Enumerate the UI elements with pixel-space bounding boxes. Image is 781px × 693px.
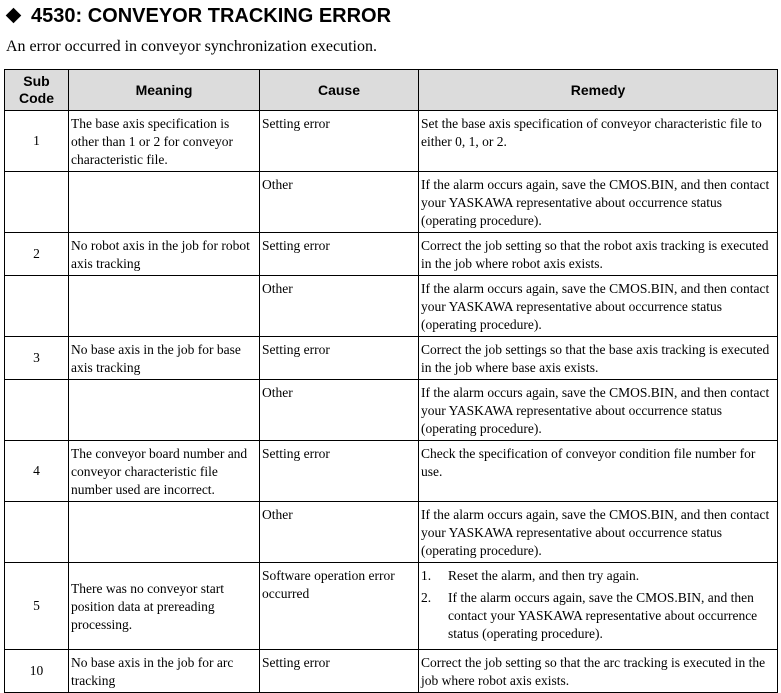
sub-code-cell xyxy=(5,276,69,337)
sub-code-cell: 2 xyxy=(5,233,69,276)
header-sub-code-line2: Code xyxy=(19,90,54,106)
cause-cell: Software operation error occurred xyxy=(260,563,419,650)
meaning-cell xyxy=(69,502,260,563)
remedy-cell: If the alarm occurs again, save the CMOS.BIN, and then contact your YASKAWA representative about occurrence status (operating procedure). xyxy=(419,380,778,441)
step-number: 2. xyxy=(421,590,432,605)
remedy-cell xyxy=(419,563,778,650)
remedy-cell: Correct the job settings so that the base axis tracking is executed in the job where base axis exists. xyxy=(419,337,778,380)
remedy-cell: Correct the job setting so that the robot axis tracking is executed in the job where robot axis exists. xyxy=(419,233,778,276)
meaning-cell: The base axis specification is other than 1 or 2 for conveyor characteristic file. xyxy=(69,111,260,172)
sub-code-cell: 1 xyxy=(5,111,69,172)
step-text: Reset the alarm, and then try again. xyxy=(448,568,640,583)
cause-cell: Setting error xyxy=(260,441,419,502)
table-row xyxy=(5,650,778,693)
sub-code-cell: 10 xyxy=(5,650,69,693)
table-row xyxy=(5,441,778,502)
table-row xyxy=(5,172,778,233)
cause-cell: Setting error xyxy=(260,337,419,380)
header-meaning: Meaning xyxy=(69,70,260,111)
meaning-cell: There was no conveyor start position data at prereading processing. xyxy=(69,563,260,650)
header-remedy: Remedy xyxy=(419,70,778,111)
cause-cell: Setting error xyxy=(260,233,419,276)
remedy-cell: If the alarm occurs again, save the CMOS.BIN, and then contact your YASKAWA representative about occurrence status (operating procedure). xyxy=(419,502,778,563)
remedy-cell: If the alarm occurs again, save the CMOS.BIN, and then contact your YASKAWA representative about occurrence status (operating procedure). xyxy=(419,276,778,337)
meaning-cell xyxy=(69,276,260,337)
table-row xyxy=(5,502,778,563)
table-header-row xyxy=(5,70,778,111)
list-item xyxy=(421,589,775,643)
meaning-cell: No base axis in the job for arc tracking xyxy=(69,650,260,693)
remedy-cell: Set the base axis specification of conveyor characteristic file to either 0, 1, or 2. xyxy=(419,111,778,172)
table-row xyxy=(5,380,778,441)
meaning-cell: The conveyor board number and conveyor characteristic file number used are incorrect. xyxy=(69,441,260,502)
error-table xyxy=(4,69,778,693)
cause-cell: Other xyxy=(260,276,419,337)
remedy-cell: Correct the job setting so that the arc tracking is executed in the job where robot axis exists. xyxy=(419,650,778,693)
sub-code-cell: 3 xyxy=(5,337,69,380)
page-title xyxy=(6,3,391,29)
table-row xyxy=(5,233,778,276)
meaning-cell xyxy=(69,380,260,441)
header-sub-code xyxy=(5,70,69,111)
page-subtitle: An error occurred in conveyor synchronization execution. xyxy=(6,38,377,55)
cause-cell: Other xyxy=(260,502,419,563)
header-cause: Cause xyxy=(260,70,419,111)
cause-cell: Setting error xyxy=(260,650,419,693)
table-row xyxy=(5,111,778,172)
table-row xyxy=(5,563,778,650)
table-row xyxy=(5,337,778,380)
remedy-steps-list xyxy=(421,567,775,643)
sub-code-cell: 4 xyxy=(5,441,69,502)
cause-cell: Setting error xyxy=(260,111,419,172)
step-text: If the alarm occurs again, save the CMOS.BIN, and then contact your YASKAWA representative about occurrence status (operating procedure). xyxy=(448,590,758,641)
meaning-cell: No robot axis in the job for robot axis tracking xyxy=(69,233,260,276)
cause-cell: Other xyxy=(260,380,419,441)
remedy-cell: Check the specification of conveyor condition file number for use. xyxy=(419,441,778,502)
page-title-text: 4530: CONVEYOR TRACKING ERROR xyxy=(31,5,392,27)
meaning-cell: No base axis in the job for base axis tracking xyxy=(69,337,260,380)
sub-code-cell xyxy=(5,172,69,233)
meaning-cell xyxy=(69,172,260,233)
sub-code-cell xyxy=(5,380,69,441)
table-row xyxy=(5,276,778,337)
step-number: 1. xyxy=(421,568,432,583)
sub-code-cell xyxy=(5,502,69,563)
header-sub-code-line1: Sub xyxy=(23,73,50,89)
cause-cell: Other xyxy=(260,172,419,233)
list-item xyxy=(421,567,775,585)
diamond-bullet-icon xyxy=(6,8,22,24)
sub-code-cell: 5 xyxy=(5,563,69,650)
remedy-cell: If the alarm occurs again, save the CMOS.BIN, and then contact your YASKAWA representative about occurrence status (operating procedure). xyxy=(419,172,778,233)
